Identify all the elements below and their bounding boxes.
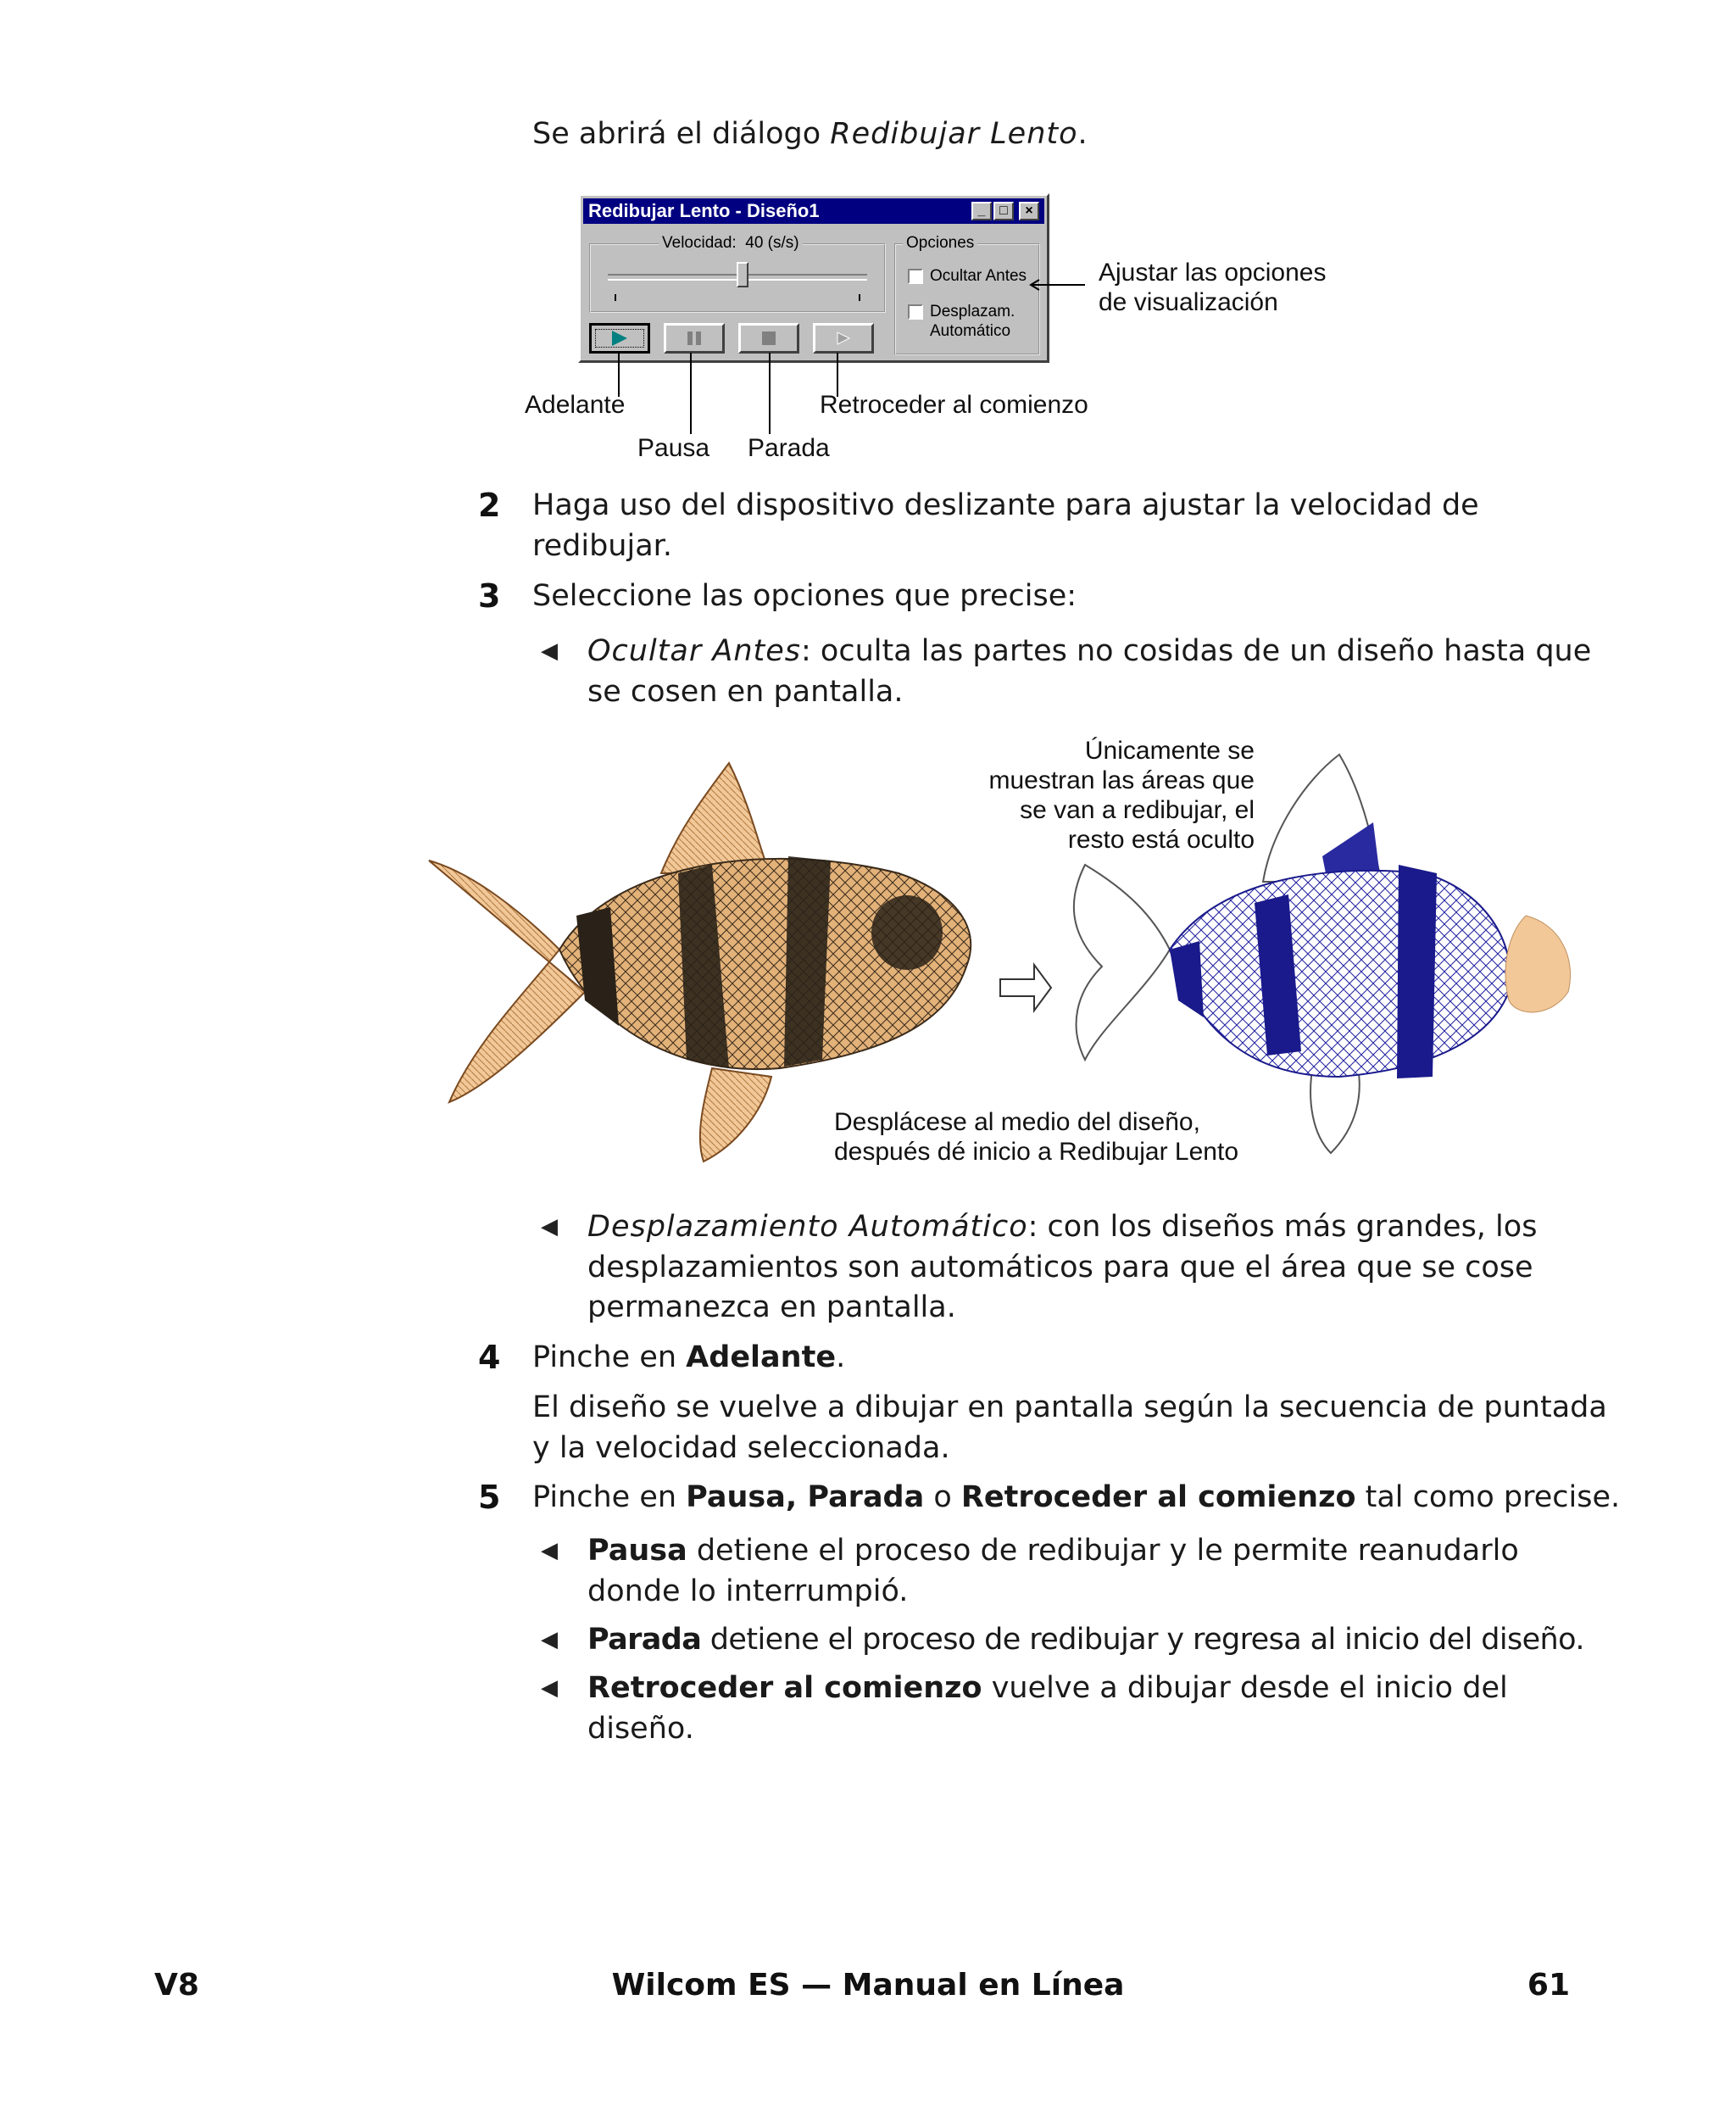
- pause-desc-cont: donde lo interrumpió.: [587, 1574, 909, 1608]
- fish-full-icon: [429, 763, 971, 1162]
- figure-callout-top-3: se van a redibujar, el: [1020, 796, 1255, 824]
- step-5-prefix: Pinche en: [532, 1480, 687, 1514]
- step-5-number: 5: [478, 1479, 501, 1516]
- step-4-suffix: .: [836, 1340, 846, 1374]
- footer-title: Wilcom ES — Manual en Línea: [611, 1968, 1125, 2003]
- step-3-number: 3: [478, 577, 501, 615]
- step-4-prefix: Pinche en: [532, 1340, 687, 1374]
- options-callout-2: de visualización: [1099, 288, 1278, 316]
- intro-dialog-name: Redibujar Lento: [830, 117, 1078, 151]
- maximize-button[interactable]: □: [993, 202, 1014, 220]
- bullet-auto-scroll: [587, 1206, 1537, 1247]
- bullet-stop: [587, 1619, 1584, 1660]
- rewind-desc-cont: diseño.: [587, 1712, 694, 1746]
- dialog-title: Redibujar Lento - Diseño1: [588, 200, 820, 221]
- auto-scroll-desc: : con los diseños más grandes, los: [1027, 1210, 1538, 1244]
- page-number: 61: [1527, 1968, 1570, 2003]
- step-3-text: Seleccione las opciones que precise:: [532, 579, 1077, 613]
- bullet-pause: [587, 1530, 1519, 1571]
- rewind-desc: vuelve a dibujar desde el inicio del: [982, 1671, 1508, 1705]
- intro-text: Se abrirá el diálogo: [532, 117, 831, 151]
- bullet-arrow-icon: ◀: [541, 1627, 558, 1652]
- figure-callout-bottom-2: después dé inicio a Redibujar Lento: [834, 1138, 1238, 1166]
- step-5-mid: o: [924, 1480, 961, 1514]
- pause-term: Pausa: [587, 1534, 687, 1568]
- footer-version: V8: [154, 1968, 199, 2003]
- hide-before-term: Ocultar Antes: [587, 634, 802, 668]
- bullet-arrow-icon: ◀: [541, 1214, 558, 1240]
- speed-label: Velocidad:: [662, 234, 737, 252]
- fish-figure: [424, 746, 1585, 1170]
- bullet-arrow-icon: ◀: [541, 1538, 558, 1563]
- step-4-text: [532, 1337, 845, 1378]
- step-2-text: Haga uso del dispositivo deslizante para ajustar la velocidad de: [532, 488, 1479, 522]
- step-2-number: 2: [478, 487, 501, 524]
- options-pointer: [1027, 275, 1087, 292]
- step-4-para-2: y la velocidad seleccionada.: [532, 1431, 950, 1465]
- step-2-text-cont: redibujar.: [532, 529, 672, 563]
- rewind-callout: Retroceder al comienzo: [820, 391, 1088, 419]
- figure-callout-top-2: muestran las áreas que: [988, 766, 1255, 794]
- stop-callout: Parada: [748, 434, 830, 462]
- stop-term: Parada: [587, 1623, 702, 1657]
- step-4-number: 4: [478, 1339, 501, 1376]
- step-5-bold-1: Pausa, Parada: [686, 1480, 925, 1514]
- pause-desc: detiene el proceso de redibujar y le permite reanudarlo: [687, 1534, 1519, 1568]
- bullet-rewind: [587, 1668, 1508, 1708]
- speed-value: 40 (s/s): [745, 234, 799, 252]
- right-arrow-icon: [1000, 965, 1051, 1011]
- intro-line: [532, 114, 1088, 154]
- minimize-button[interactable]: _: [971, 202, 992, 220]
- pause-callout: Pausa: [637, 434, 710, 462]
- step-5-suffix: tal como precise.: [1355, 1480, 1621, 1514]
- hide-before-label: Ocultar Antes: [930, 267, 1027, 285]
- stop-desc: detiene el proceso de redibujar y regresa al inicio del diseño.: [701, 1623, 1584, 1657]
- forward-callout: Adelante: [525, 391, 626, 419]
- auto-scroll-term: Desplazamiento Automático: [587, 1210, 1028, 1244]
- figure-callout-bottom-1: Desplácese al medio del diseño,: [834, 1108, 1200, 1136]
- hide-before-desc-cont: se cosen en pantalla.: [587, 675, 904, 709]
- speed-label-row: [659, 234, 803, 253]
- figure-callout-top-1: Únicamente se: [1084, 737, 1255, 765]
- figure-callout-top-4: resto está oculto: [1067, 826, 1255, 854]
- hide-before-desc: : oculta las partes no cosidas de un diseño hasta que: [801, 634, 1592, 668]
- step-4-para-1: El diseño se vuelve a dibujar en pantalla según la secuencia de puntada: [532, 1390, 1607, 1424]
- step-4-bold: Adelante: [686, 1340, 837, 1374]
- auto-scroll-label-2: Automático: [930, 322, 1011, 340]
- options-callout-1: Ajustar las opciones: [1099, 259, 1327, 287]
- auto-scroll-desc-3: permanezca en pantalla.: [587, 1290, 956, 1324]
- options-label: Opciones: [903, 234, 977, 253]
- auto-scroll-desc-2: desplazamientos son automáticos para que el área que se cose: [587, 1251, 1533, 1284]
- step-5-text: [532, 1477, 1620, 1518]
- intro-suffix: .: [1077, 117, 1088, 151]
- close-button[interactable]: ×: [1019, 202, 1039, 220]
- bullet-hide-before: [587, 631, 1591, 671]
- rewind-term: Retroceder al comienzo: [587, 1671, 982, 1705]
- step-5-bold-2: Retroceder al comienzo: [960, 1480, 1356, 1514]
- dialog-titlebar: [583, 198, 1044, 224]
- bullet-arrow-icon: ◀: [541, 1675, 558, 1701]
- auto-scroll-label-1: Desplazam.: [930, 303, 1015, 320]
- bullet-arrow-icon: ◀: [541, 638, 558, 664]
